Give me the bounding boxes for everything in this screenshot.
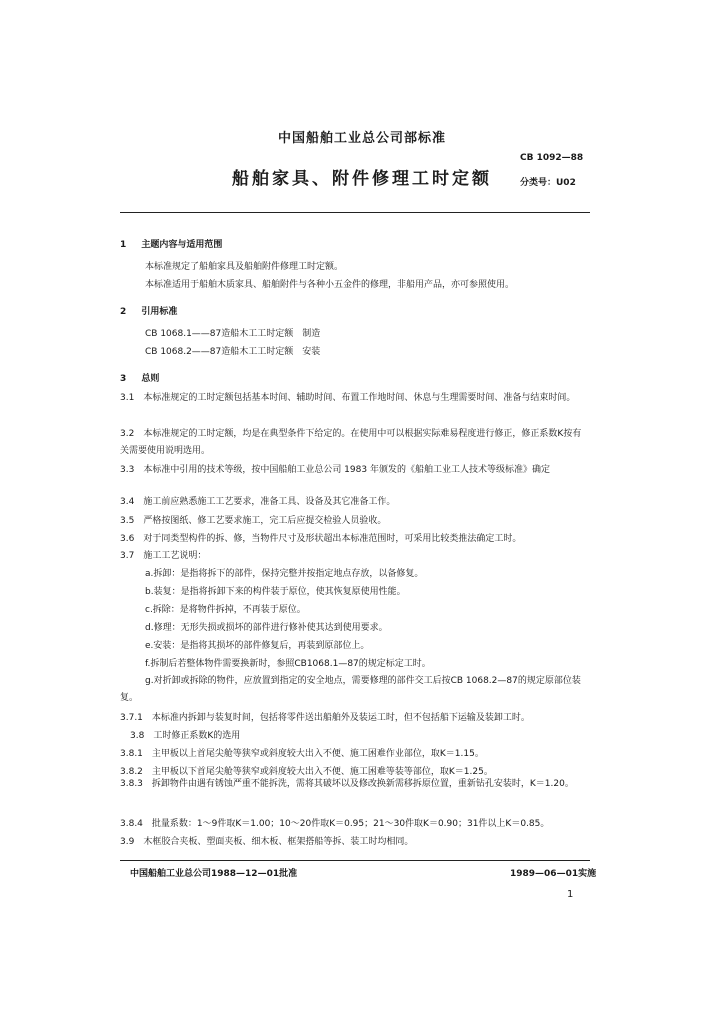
section-title: 引用标准: [141, 307, 178, 317]
classification-number: 分类号：U02: [520, 178, 576, 188]
clause-3-6: 3.6 对于同类型构件的拆、修，当物件尺寸及形状超出本标准范围时，可采用比较类推法确定工时。: [120, 534, 522, 544]
process-item-a: a.拆卸：是指将拆下的部件，保持完整并按指定地点存放，以备修复。: [145, 569, 424, 579]
process-item-b: b.装复：是指将拆卸下来的构件装于原位，使其恢复原使用性能。: [145, 587, 406, 597]
section-1-line: 本标准规定了船舶家具及船舶附件修理工时定额。: [145, 262, 344, 272]
page-number: 1: [567, 889, 574, 900]
process-item-d: d.修理：无形失损或损坏的部件进行修补使其达到使用要求。: [145, 623, 388, 633]
section-number: 3: [120, 374, 127, 384]
clause-3-4: 3.4 施工前应熟悉施工工艺要求，准备工具、设备及其它准备工作。: [120, 497, 396, 507]
clause-3-9: 3.9 木框胶合夹板、塑面夹板、细木板、框架搭船等拆、装工时均相同。: [120, 837, 414, 847]
clause-3-8-3: 3.8.3 拆卸物件由遇有锈蚀严重不能拆洗，需将其破坏以及修改换新需移拆原位置，重新钻孔安装时，K＝1.20。: [120, 779, 574, 789]
section-3-heading: [120, 371, 159, 384]
process-item-f: f.拆制后若整体物件需要换新时，参照CB1068.1—87的规定标定工时。: [145, 659, 431, 669]
clause-3-8-4: 3.8.4 批量系数：1～9件取K＝1.00；10～20件取K＝0.95；21～30件取K＝0.90；31件以上K＝0.85。: [120, 819, 550, 829]
implementation-date: 1989—06—01实施: [510, 869, 597, 879]
section-title: 总则: [141, 374, 160, 384]
process-item-g: [120, 658, 590, 703]
section-number: 1: [120, 240, 127, 250]
clause-3-3: 3.3 本标准中引用的技术等级，按中国船舶工业总公司 1983 年颁发的《船舶工业工人技术等级标准》确定: [120, 465, 550, 475]
clause-3-8: 3.8 工时修正系数K的选用: [130, 731, 241, 741]
reference-standard: CB 1068.2——87造船木工工时定额 安装: [145, 347, 321, 357]
clause-3-2: 3.2 本标准规定的工时定额，均是在典型条件下给定的。在使用中可以根据实际难易程度进行修正，修正系数K按有关需要使用说明选用。: [120, 429, 582, 456]
process-item-c: c.拆除：是将物件拆掉，不再装于原位。: [145, 605, 306, 615]
footer-divider: [120, 860, 590, 861]
clause-3-8-1: 3.8.1 主甲板以上首尾尖舱等狭窄或斜度较大出入不便、施工困难作业部位，取K＝1.15。: [120, 749, 484, 759]
section-2-heading: [120, 304, 177, 317]
approval-date: 中国船舶工业总公司1988—12—01批准: [130, 869, 298, 879]
process-item-g-text: g.对折卸或拆除的物件，应放置到指定的安全地点，需要修理的部件交工后按CB 1068.2—87的规定原部位装复。: [120, 676, 581, 703]
document-title: 船舶家具、附件修理工时定额: [232, 169, 492, 189]
section-1-line: 本标准适用于船舶木质家具、船舶附件与各种小五金件的修理，非船用产品，亦可参照使用。: [145, 280, 515, 290]
section-1-heading: [120, 237, 222, 250]
header-divider: [120, 212, 590, 213]
clause-3-5: 3.5 严格按图纸、修工艺要求施工，完工后应提交检验人员验收。: [120, 516, 387, 526]
clause-3-7-1: 3.7.1 本标准内拆卸与装复时间，包括将零件送出船舶外及装运工时，但不包括船下运输及装卸工时。: [120, 713, 530, 723]
reference-standard: CB 1068.1——87造船木工工时定额 制造: [145, 329, 321, 339]
clause-3-8-2: 3.8.2 主甲板以下首尾尖舱等狭窄或斜度较大出入不便、施工困难等装等部位，取K＝1.25。: [120, 767, 493, 777]
section-number: 2: [120, 307, 127, 317]
clause-3-7: 3.7 施工工艺说明：: [120, 551, 207, 561]
process-item-e: e.安装：是指将其损坏的部件修复后，再装到原部位上。: [145, 641, 370, 651]
clause-3-1: 3.1 本标准规定的工时定额包括基本时间、辅助时间、布置工作地时间、休息与生理需要时间、准备与结束时间。: [120, 393, 576, 403]
issuing-organization: 中国船舶工业总公司部标准: [277, 131, 446, 146]
standard-number: CB 1092—88: [520, 153, 584, 163]
section-title: 主题内容与适用范围: [141, 240, 223, 250]
